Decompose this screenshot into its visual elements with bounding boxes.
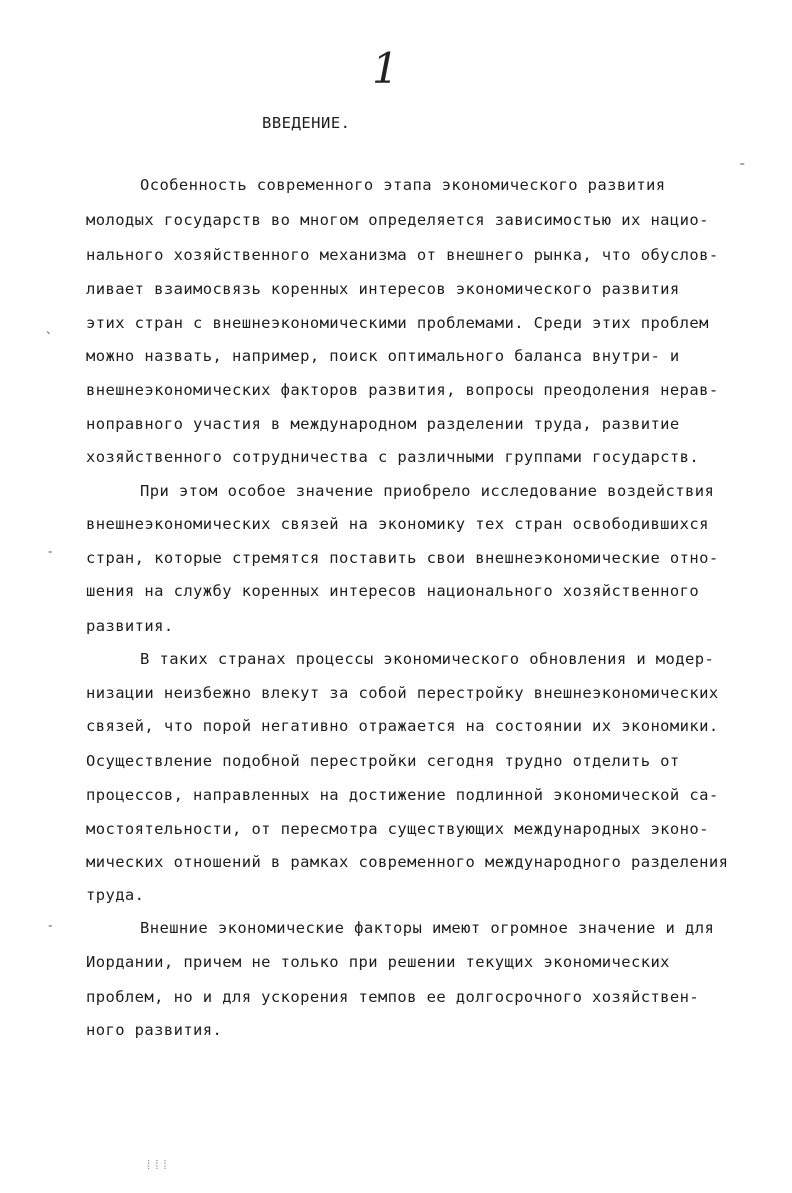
paragraph-4-line-1: Внешние экономические факторы имеют огромное значение и для [140,919,715,937]
paragraph-3-line-7: мических отношений в рамках современного международного разделения [86,853,729,871]
paragraph-1-line-1: Особенность современного этапа экономического развития [140,176,666,194]
paragraph-3-line-2: низации неизбежно влекут за собой перестройку внешнеэкономических [86,684,719,702]
margin-tick-mark: ˍ [738,150,747,166]
paragraph-4-line-4: ного развития. [86,1021,223,1039]
paragraph-3-line-8: труда. [86,886,145,904]
paragraph-3-line-1: В таких странах процессы экономического обновления и модер- [140,650,715,668]
paragraph-3-line-6: мостоятельности, от пересмотра существующих международных эконо- [86,820,709,838]
paragraph-1-line-2: молодых государств во многом определяется зависимостью их нацио- [86,211,709,229]
paragraph-2-line-2: внешнеэкономических связей на экономику тех стран освободившихся [86,515,709,533]
paragraph-1-line-4: ливает взаимосвязь коренных интересов экономического развития [86,280,680,298]
page-number: 1 [372,44,399,93]
paragraph-4-line-3: проблем, но и для ускорения темпов ее долгосрочного хозяйствен- [86,988,700,1006]
paragraph-2-line-4: шения на службу коренных интересов национального хозяйственного [86,582,700,600]
paragraph-3-line-4: Осуществление подобной перестройки сегодня трудно отделить от [86,752,680,770]
paragraph-1-line-6: можно назвать, например, поиск оптимального баланса внутри- и [86,347,680,365]
section-heading: ВВЕДЕНИЕ. [262,114,351,132]
paragraph-3-line-5: процессов, направленных на достижение подлинной экономической са- [86,786,719,804]
paragraph-1-line-9: хозяйственного сотрудничества с различными группами государств. [86,448,700,466]
paragraph-4-line-2: Иордании, причем не только при решении текущих экономических [86,953,670,971]
paragraph-1-line-8: ноправного участия в международном разделении труда, развитие [86,415,680,433]
margin-tick-mark: ˗ [46,544,55,560]
paragraph-2-line-5: развития. [86,617,174,635]
paragraph-1-line-3: нального хозяйственного механизма от внешнего рынка, что обуслов- [86,246,719,264]
scan-smudge: ⁞⁞⁞ [145,1158,170,1172]
paragraph-3-line-3: связей, что порой негативно отражается на состоянии их экономики. [86,717,719,735]
paragraph-2-line-1: При этом особое значение приобрело исследование воздействия [140,482,715,500]
margin-tick-mark: ˎ [44,318,53,334]
paragraph-1-line-7: внешнеэкономических факторов развития, вопросы преодоления нерав- [86,381,719,399]
paragraph-2-line-3: стран, которые стремятся поставить свои внешнеэкономические отно- [86,549,719,567]
paragraph-1-line-5: этих стран с внешнеэкономическими проблемами. Среди этих проблем [86,314,709,332]
margin-tick-mark: ˗ [46,918,55,934]
